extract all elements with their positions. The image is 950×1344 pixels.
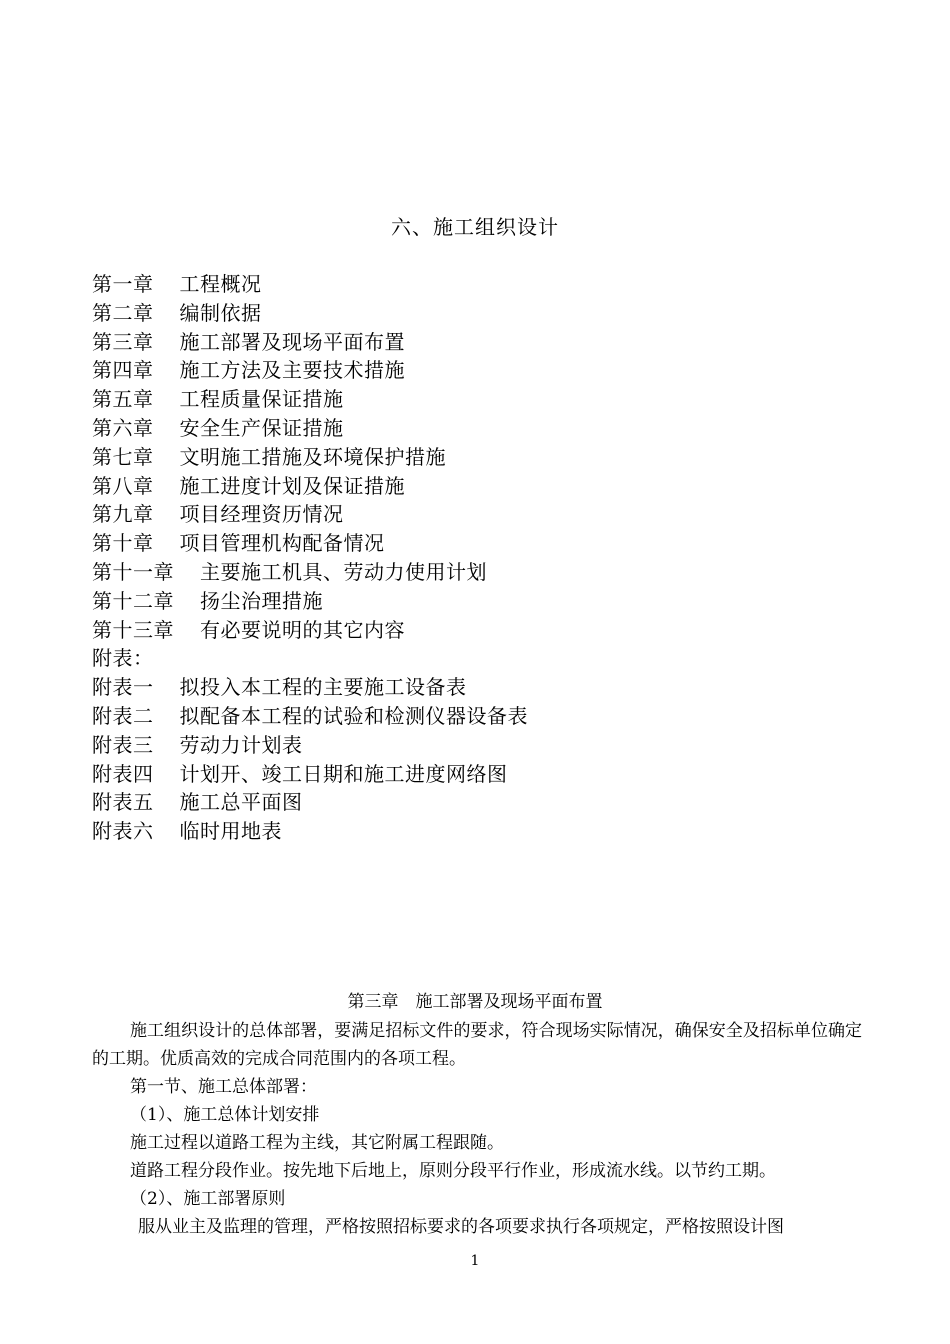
page-number: 1 xyxy=(470,1253,480,1269)
toc-chapter-number: 第十三章 xyxy=(92,617,174,642)
toc-appendix-title: 拟投入本工程的主要施工设备表 xyxy=(179,675,467,700)
toc-item xyxy=(92,673,528,702)
toc-appendix-label: 附表： xyxy=(92,646,154,671)
toc-chapter-title: 编制依据 xyxy=(179,300,262,325)
toc-item xyxy=(92,731,528,760)
toc-item xyxy=(92,270,528,299)
toc-chapter-number: 第三章 xyxy=(92,329,154,354)
body-paragraph: 施工过程以道路工程为主线，其它附属工程跟随。 xyxy=(130,1133,504,1153)
toc-chapter-title: 施工进度计划及保证措施 xyxy=(179,473,405,498)
toc-chapter-number: 第二章 xyxy=(92,300,154,325)
toc-appendix-number: 附表三 xyxy=(92,732,154,757)
subsection-item-heading: （1）、施工总体计划安排 xyxy=(130,1105,320,1125)
toc-item xyxy=(92,500,528,529)
subsection-item-heading: （2）、施工部署原则 xyxy=(130,1189,286,1209)
toc-item xyxy=(92,760,528,789)
toc-appendix-title: 计划开、竣工日期和施工进度网络图 xyxy=(179,761,508,786)
toc-item xyxy=(92,702,528,731)
toc-chapter-title: 施工部署及现场平面布置 xyxy=(179,329,405,354)
toc-appendix-number: 附表四 xyxy=(92,761,154,786)
toc-appendix-heading xyxy=(92,644,528,673)
toc-item xyxy=(92,529,528,558)
toc-item xyxy=(92,299,528,328)
toc-appendix-title: 临时用地表 xyxy=(179,819,282,844)
body-paragraph: 道路工程分段作业。按先地下后地上，原则分段平行作业，形成流水线。以节约工期。 xyxy=(130,1161,776,1181)
toc-chapter-number: 第九章 xyxy=(92,502,154,527)
toc-appendix-title: 劳动力计划表 xyxy=(179,732,303,757)
body-paragraph: 施工组织设计的总体部署，要满足招标文件的要求，符合现场实际情况，确保安全及招标单位确定的工期。优质高效的完成合同范围内的各项工程。 xyxy=(92,1021,862,1069)
toc-item xyxy=(92,414,528,443)
document-title: 六、施工组织设计 xyxy=(391,215,559,239)
toc-chapter-title: 工程概况 xyxy=(179,272,262,296)
toc-item xyxy=(92,472,528,501)
subsection-heading: 第一节、施工总体部署： xyxy=(130,1077,317,1097)
toc-chapter-title: 主要施工机具、劳动力使用计划 xyxy=(200,559,487,584)
toc-chapter-title: 安全生产保证措施 xyxy=(179,415,344,440)
toc-chapter-number: 第五章 xyxy=(92,387,154,412)
toc-chapter-title: 施工方法及主要技术措施 xyxy=(179,358,405,383)
toc-chapter-number: 第十二章 xyxy=(92,588,174,613)
toc-item xyxy=(92,356,528,385)
body-paragraph: 服从业主及监理的管理，严格按照招标要求的各项要求执行各项规定，严格按照设计图 xyxy=(138,1217,784,1237)
toc-chapter-number: 第七章 xyxy=(92,444,154,469)
toc-chapter-number: 第六章 xyxy=(92,415,154,440)
toc-appendix-number: 附表一 xyxy=(92,675,154,700)
toc-chapter-title: 文明施工措施及环境保护措施 xyxy=(179,444,446,469)
toc-chapter-title: 工程质量保证措施 xyxy=(179,387,344,412)
toc-appendix-number: 附表六 xyxy=(92,819,154,844)
section-heading: 第三章 施工部署及现场平面布置 xyxy=(347,992,603,1012)
table-of-contents xyxy=(92,270,528,846)
toc-chapter-number: 第十一章 xyxy=(92,559,174,584)
toc-chapter-number: 第一章 xyxy=(92,272,154,296)
toc-chapter-title: 项目经理资历情况 xyxy=(179,502,344,527)
toc-appendix-number: 附表二 xyxy=(92,703,154,728)
toc-chapter-title: 扬尘治理措施 xyxy=(200,588,323,613)
toc-item xyxy=(92,817,528,846)
section-body xyxy=(92,1017,862,1241)
toc-item xyxy=(92,587,528,616)
toc-appendix-title: 拟配备本工程的试验和检测仪器设备表 xyxy=(179,703,528,728)
toc-item xyxy=(92,328,528,357)
toc-item xyxy=(92,558,528,587)
toc-chapter-number: 第四章 xyxy=(92,358,154,383)
toc-item xyxy=(92,788,528,817)
toc-chapter-number: 第十章 xyxy=(92,531,154,556)
toc-item xyxy=(92,385,528,414)
toc-chapter-title: 有必要说明的其它内容 xyxy=(200,617,405,642)
toc-appendix-title: 施工总平面图 xyxy=(179,790,303,815)
toc-item xyxy=(92,443,528,472)
toc-item xyxy=(92,616,528,645)
toc-chapter-title: 项目管理机构配备情况 xyxy=(179,531,385,556)
toc-chapter-number: 第八章 xyxy=(92,473,154,498)
toc-appendix-number: 附表五 xyxy=(92,790,154,815)
